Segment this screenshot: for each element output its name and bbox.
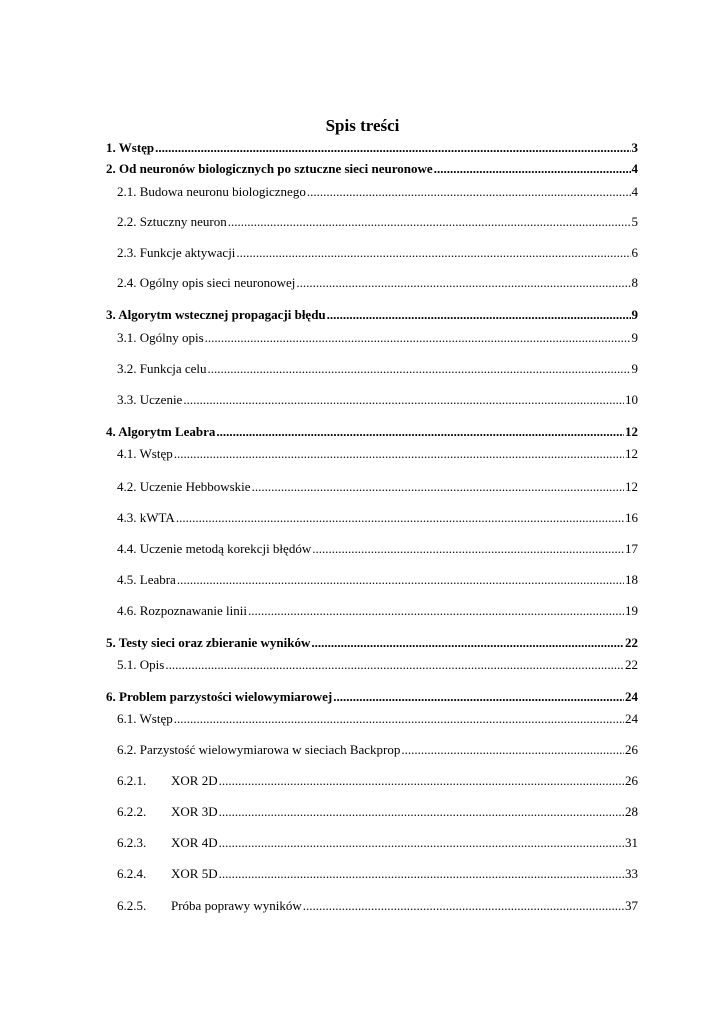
toc-entry[interactable] — [117, 479, 638, 495]
toc-entry-page: 17 — [625, 541, 638, 556]
toc-entry[interactable] — [106, 424, 638, 440]
toc-entry-title: XOR 4D — [171, 835, 218, 850]
toc-entry-number: 6.2.5. — [117, 898, 147, 913]
toc-entry-page: 4 — [631, 161, 638, 176]
dot-leader — [303, 898, 624, 914]
toc-entry-page: 19 — [625, 603, 638, 618]
toc-entry[interactable] — [117, 711, 638, 727]
toc-entry[interactable] — [117, 184, 638, 200]
dot-leader — [236, 245, 630, 261]
toc-entry[interactable] — [117, 866, 638, 882]
toc-entry-title: 2. Od neuronów biologicznych po sztuczne sieci neuronowe — [106, 161, 433, 176]
toc-entry[interactable] — [117, 330, 638, 346]
toc-entry[interactable] — [117, 361, 638, 377]
toc-entry-page: 37 — [625, 898, 638, 913]
dot-leader — [165, 657, 624, 673]
toc-entry-page: 24 — [625, 711, 638, 726]
toc-entry[interactable] — [106, 635, 638, 651]
dot-leader — [228, 214, 631, 230]
dot-leader — [401, 742, 624, 758]
toc-entry[interactable] — [117, 773, 638, 789]
toc-entry-page: 10 — [625, 392, 638, 407]
dot-leader — [208, 361, 631, 377]
toc-entry-page: 12 — [625, 424, 638, 439]
toc-entry-page: 8 — [631, 275, 638, 290]
toc-entry-page: 26 — [625, 742, 638, 757]
toc-entry-page: 6 — [631, 245, 638, 260]
toc-entry-page: 9 — [631, 330, 638, 345]
toc-entry-page: 12 — [625, 479, 638, 494]
toc-entry[interactable] — [117, 572, 638, 588]
dot-leader — [311, 635, 624, 651]
toc-entry-number: 6.2.3. — [117, 835, 147, 850]
toc-entry-title: 3.1. Ogólny opis — [117, 330, 204, 345]
dot-leader — [252, 479, 624, 495]
toc-entry-page: 24 — [625, 689, 638, 704]
toc-entry-title: 2.3. Funkcje aktywacji — [117, 245, 236, 260]
dot-leader — [177, 572, 624, 588]
toc-entry[interactable] — [117, 657, 638, 673]
toc-entry-title: 1. Wstęp — [106, 140, 155, 155]
toc-entry[interactable] — [106, 689, 638, 705]
toc-entry[interactable] — [117, 275, 638, 291]
toc-entry-page: 28 — [625, 804, 638, 819]
toc-title: Spis treści — [325, 116, 400, 135]
dot-leader — [307, 184, 631, 200]
toc-entry-page: 33 — [625, 866, 638, 881]
toc-entry-page: 22 — [625, 635, 638, 650]
dot-leader — [155, 140, 630, 156]
toc-entry-title: 3.3. Uczenie — [117, 392, 183, 407]
dot-leader — [183, 392, 624, 408]
toc-entry-title: 2.2. Sztuczny neuron — [117, 214, 227, 229]
toc-entry-page: 4 — [631, 184, 638, 199]
dot-leader — [327, 307, 631, 323]
toc-entry-title: 4.6. Rozpoznawanie linii — [117, 603, 247, 618]
dot-leader — [333, 689, 624, 705]
toc-entry[interactable] — [117, 392, 638, 408]
toc-entry[interactable] — [117, 245, 638, 261]
toc-entry[interactable] — [117, 214, 638, 230]
toc-entry-page: 9 — [631, 361, 638, 376]
dot-leader — [219, 866, 624, 882]
toc-entry-title: 2.4. Ogólny opis sieci neuronowej — [117, 275, 296, 290]
toc-entry-page: 26 — [625, 773, 638, 788]
dot-leader — [219, 804, 624, 820]
toc-entry-title: 6.1. Wstęp — [117, 711, 173, 726]
dot-leader — [205, 330, 631, 346]
toc-entry[interactable] — [117, 510, 638, 526]
dot-leader — [174, 711, 624, 727]
toc-entry-title: 6. Problem parzystości wielowymiarowej — [106, 689, 333, 704]
toc-entry[interactable] — [117, 804, 638, 820]
toc-entry-title: 4.2. Uczenie Hebbowskie — [117, 479, 251, 494]
toc-entry-page: 3 — [631, 140, 638, 155]
toc-entry-title: 4.3. kWTA — [117, 510, 175, 525]
toc-entry-title: 4.5. Leabra — [117, 572, 176, 587]
toc-entry-title: 6.2. Parzystość wielowymiarowa w sieciach Backprop — [117, 742, 401, 757]
dot-leader — [219, 835, 624, 851]
toc-entry-title: 3.2. Funkcja celu — [117, 361, 207, 376]
toc-entry-title: 4. Algorytm Leabra — [106, 424, 216, 439]
toc-entry[interactable] — [106, 307, 638, 323]
toc-entry[interactable] — [117, 541, 638, 557]
toc-entry-page: 12 — [625, 446, 638, 461]
toc-entry[interactable] — [117, 835, 638, 851]
dot-leader — [248, 603, 624, 619]
toc-entry-title: XOR 5D — [171, 866, 218, 881]
toc-entry-number: 6.2.1. — [117, 773, 147, 788]
toc-entry-title: 5. Testy sieci oraz zbieranie wyników — [106, 635, 311, 650]
toc-entry-title: XOR 2D — [171, 773, 218, 788]
toc-entry[interactable] — [117, 742, 638, 758]
toc-entry-number: 6.2.4. — [117, 866, 147, 881]
toc-entry[interactable] — [117, 603, 638, 619]
toc-entry[interactable] — [106, 161, 638, 177]
toc-entry-title: 3. Algorytm wstecznej propagacji błędu — [106, 307, 326, 322]
toc-entry[interactable] — [106, 140, 638, 156]
toc-entry-title: 5.1. Opis — [117, 657, 165, 672]
toc-entry-page: 5 — [631, 214, 638, 229]
dot-leader — [219, 773, 624, 789]
toc-entry-number: 6.2.2. — [117, 804, 147, 819]
toc-entry-title: 2.1. Budowa neuronu biologicznego — [117, 184, 306, 199]
dot-leader — [216, 424, 624, 440]
toc-entry-page: 22 — [625, 657, 638, 672]
toc-entry-page: 31 — [625, 835, 638, 850]
toc-entry-page: 9 — [631, 307, 638, 322]
dot-leader — [296, 275, 630, 291]
dot-leader — [434, 161, 631, 177]
dot-leader — [174, 446, 624, 462]
toc-entry-page: 18 — [625, 572, 638, 587]
toc-entry-page: 16 — [625, 510, 638, 525]
toc-entry[interactable] — [117, 446, 638, 462]
toc-entry-title: XOR 3D — [171, 804, 218, 819]
toc-entry[interactable] — [117, 898, 638, 914]
dot-leader — [312, 541, 624, 557]
toc-entry-title: 4.1. Wstęp — [117, 446, 173, 461]
dot-leader — [176, 510, 624, 526]
toc-entry-title: Próba poprawy wyników — [171, 898, 302, 913]
toc-entry-title: 4.4. Uczenie metodą korekcji błędów — [117, 541, 312, 556]
